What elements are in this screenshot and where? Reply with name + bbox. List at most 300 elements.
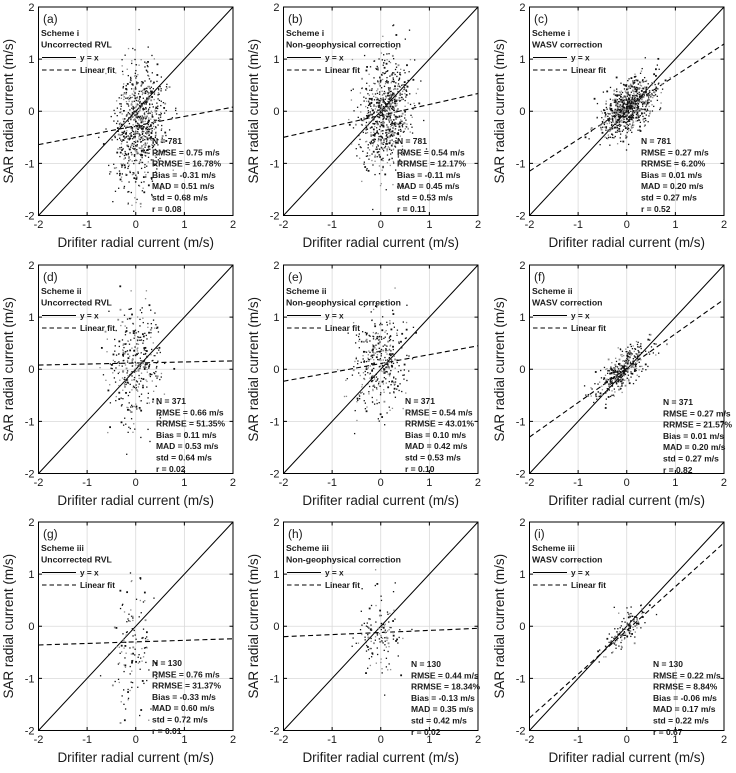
data-point (616, 376, 617, 377)
data-point (372, 88, 373, 89)
data-point (124, 377, 125, 378)
data-point (160, 114, 161, 115)
data-point (149, 134, 150, 135)
data-point (618, 111, 619, 112)
data-point (139, 98, 140, 99)
data-point (369, 98, 371, 100)
data-point (625, 122, 626, 123)
data-point (143, 366, 145, 368)
data-point (353, 366, 354, 367)
data-point (647, 110, 648, 111)
data-point (380, 126, 381, 127)
data-point (386, 349, 387, 350)
data-point (391, 108, 392, 109)
stats-line: r = 0.02 (155, 463, 186, 474)
data-point (146, 366, 147, 367)
data-point (132, 618, 133, 619)
data-point (348, 119, 349, 120)
x-tick-label: -2 (278, 476, 289, 489)
data-point (609, 127, 610, 128)
data-point (613, 94, 614, 95)
data-point (352, 59, 353, 60)
data-point (156, 385, 157, 386)
data-point (383, 54, 384, 55)
data-point (605, 101, 606, 102)
data-point (359, 398, 360, 399)
data-point (143, 602, 144, 603)
data-point (366, 366, 367, 367)
data-point (622, 107, 623, 108)
data-point (378, 384, 379, 385)
data-point (370, 377, 371, 378)
legend-identity-label: y = x (570, 310, 590, 321)
data-point (365, 340, 367, 342)
data-point (623, 618, 624, 619)
data-point (371, 605, 372, 606)
data-point (143, 151, 144, 152)
data-point (393, 72, 394, 73)
data-point (116, 123, 117, 124)
data-point (136, 370, 137, 371)
data-point (131, 347, 132, 348)
data-point (136, 408, 137, 409)
data-point (614, 117, 616, 119)
data-point (607, 113, 608, 114)
data-point (120, 722, 122, 724)
data-point (605, 398, 606, 399)
data-point (385, 143, 386, 144)
panel-letter: (d) (42, 269, 58, 284)
data-point (130, 621, 131, 622)
data-point (646, 104, 647, 105)
data-point (628, 378, 629, 379)
data-point (383, 359, 384, 360)
data-point (412, 358, 413, 359)
data-point (351, 99, 352, 100)
correction-label: WASV correction (531, 297, 603, 308)
data-point (395, 74, 396, 75)
data-point (617, 119, 618, 120)
data-point (365, 642, 366, 643)
data-point (387, 412, 388, 413)
legend-fit-label: Linear fit (79, 322, 115, 333)
data-point (135, 361, 136, 362)
data-point (403, 132, 404, 133)
data-point (125, 364, 126, 365)
data-point (607, 372, 608, 373)
data-point (144, 167, 145, 168)
x-tick-label: 1 (181, 218, 188, 231)
data-point (611, 382, 613, 384)
data-point (387, 139, 388, 140)
stats-line: Bias = 0.01 m/s (662, 430, 724, 441)
data-point (384, 377, 385, 378)
data-point (136, 177, 137, 178)
data-point (637, 87, 638, 88)
data-point (133, 138, 134, 139)
data-point (606, 638, 608, 640)
data-point (614, 628, 615, 629)
data-point (368, 170, 370, 172)
data-point (374, 123, 375, 124)
data-point (628, 382, 630, 384)
data-point (146, 136, 147, 137)
data-point (616, 88, 617, 89)
data-point (380, 358, 381, 359)
data-point (390, 632, 391, 633)
data-point (110, 367, 111, 368)
data-point (404, 122, 406, 124)
data-point (651, 85, 652, 86)
data-point (377, 388, 378, 389)
data-point (347, 378, 348, 379)
data-point (370, 340, 371, 341)
data-point (384, 695, 385, 696)
data-point (377, 131, 378, 132)
data-point (146, 111, 147, 112)
data-point (370, 143, 371, 144)
data-point (149, 149, 150, 150)
data-point (415, 332, 417, 334)
data-point (155, 107, 157, 109)
data-point (623, 101, 624, 102)
stats-line: r = 0.67 (652, 727, 683, 738)
data-point (137, 316, 138, 317)
data-point (656, 96, 657, 97)
data-point (129, 148, 131, 150)
data-point (145, 155, 146, 156)
scatter-points (584, 334, 668, 409)
data-point (655, 90, 657, 92)
data-point (154, 91, 155, 92)
data-point (143, 176, 145, 178)
data-point (391, 119, 393, 121)
data-point (151, 111, 152, 112)
data-point (161, 101, 162, 102)
x-tick-label: -1 (572, 476, 583, 489)
data-point (377, 121, 378, 122)
data-point (118, 398, 120, 400)
data-point (626, 625, 627, 626)
data-point (136, 387, 137, 388)
data-point (143, 335, 145, 337)
data-point (624, 622, 625, 623)
scheme-label: Scheme i (40, 27, 80, 38)
data-point (643, 612, 644, 613)
data-point (605, 121, 606, 122)
data-point (393, 340, 394, 341)
data-point (410, 124, 411, 125)
data-point (621, 131, 622, 132)
data-point (645, 120, 646, 121)
data-point (127, 83, 129, 85)
data-point (645, 110, 646, 111)
data-point (395, 117, 396, 118)
data-point (390, 354, 392, 356)
data-point (387, 162, 388, 163)
data-point (385, 632, 386, 633)
data-point (390, 669, 391, 670)
data-point (618, 106, 619, 107)
data-point (136, 81, 137, 82)
data-point (387, 350, 388, 351)
data-point (147, 371, 148, 372)
data-point (122, 605, 123, 606)
data-point (118, 664, 119, 665)
data-point (625, 104, 626, 105)
data-point (132, 620, 133, 621)
data-point (150, 329, 152, 331)
data-point (603, 378, 604, 379)
x-tick-label: 2 (475, 734, 482, 747)
data-point (383, 643, 384, 644)
data-point (108, 165, 109, 166)
data-point (135, 364, 136, 365)
data-point (359, 333, 360, 334)
data-point (142, 307, 143, 308)
data-point (393, 58, 394, 59)
data-point (620, 133, 621, 134)
data-point (127, 353, 128, 354)
data-point (132, 628, 133, 629)
data-point (390, 392, 391, 393)
data-point (141, 312, 142, 313)
scheme-label: Scheme i (531, 27, 570, 38)
data-point (142, 108, 143, 109)
data-point (390, 339, 391, 340)
data-point (395, 69, 396, 70)
data-point (161, 113, 162, 114)
data-point (150, 336, 151, 337)
data-point (388, 98, 389, 99)
data-point (632, 627, 633, 628)
data-point (617, 113, 618, 114)
data-point (637, 130, 638, 131)
data-point (638, 351, 639, 352)
data-point (630, 101, 631, 102)
data-point (393, 81, 395, 83)
data-point (630, 103, 631, 104)
data-point (607, 379, 608, 380)
data-point (623, 355, 624, 356)
data-point (125, 133, 127, 135)
data-point (121, 166, 122, 167)
data-point (368, 637, 370, 639)
data-point (659, 109, 660, 110)
data-point (150, 375, 151, 376)
data-point (391, 370, 392, 371)
data-point (159, 114, 160, 115)
data-point (409, 71, 410, 72)
data-point (136, 380, 137, 381)
data-point (396, 96, 397, 97)
data-point (381, 143, 383, 145)
data-point (128, 426, 129, 427)
x-tick-label: -2 (33, 734, 44, 747)
data-point (386, 138, 387, 139)
data-point (134, 119, 135, 120)
data-point (407, 123, 408, 124)
data-point (148, 117, 149, 118)
data-point (606, 381, 608, 383)
data-point (636, 98, 637, 99)
data-point (131, 313, 133, 315)
data-point (630, 361, 631, 362)
data-point (632, 629, 633, 630)
data-point (121, 404, 122, 405)
data-point (148, 670, 149, 671)
data-point (628, 352, 629, 353)
data-point (158, 331, 159, 332)
stats-line: RRMSE = 43.01% (405, 418, 475, 429)
data-point (139, 105, 140, 106)
panel-f (491, 258, 736, 516)
data-point (613, 395, 614, 396)
legend-identity-label: y = x (325, 310, 344, 321)
data-point (369, 628, 370, 629)
data-point (606, 109, 607, 110)
data-point (361, 611, 362, 612)
data-point (354, 110, 355, 111)
data-point (369, 85, 370, 86)
data-point (133, 423, 134, 424)
data-point (351, 90, 352, 91)
correction-label: Uncorrected RVL (40, 554, 112, 565)
data-point (130, 410, 131, 411)
data-point (602, 393, 603, 394)
data-point (355, 124, 357, 126)
data-point (142, 119, 143, 120)
data-point (632, 120, 633, 121)
data-point (373, 352, 374, 353)
data-point (661, 83, 663, 85)
data-point (124, 118, 125, 119)
data-point (611, 362, 612, 363)
data-point (134, 111, 135, 112)
data-point (125, 331, 126, 332)
x-tick-label: -1 (82, 476, 93, 489)
data-point (381, 637, 382, 638)
data-point (157, 94, 158, 95)
data-point (364, 55, 365, 56)
data-point (375, 174, 376, 175)
data-point (642, 82, 643, 83)
data-point (639, 81, 640, 82)
data-point (386, 96, 387, 97)
data-point (393, 79, 394, 80)
data-point (650, 94, 651, 95)
data-point (134, 371, 135, 372)
data-point (381, 87, 382, 88)
data-point (649, 334, 651, 336)
y-tick-label: -2 (515, 210, 526, 223)
data-point (386, 647, 387, 648)
data-point (400, 383, 401, 384)
y-tick-label: -2 (270, 468, 280, 481)
data-point (131, 63, 132, 64)
data-point (397, 72, 398, 73)
scatter-plot (0, 0, 245, 258)
data-point (620, 91, 621, 92)
data-point (134, 126, 135, 127)
data-point (139, 318, 140, 319)
data-point (642, 368, 643, 369)
data-point (130, 78, 131, 79)
data-point (119, 345, 120, 346)
data-point (620, 626, 621, 627)
data-point (126, 93, 127, 94)
data-point (648, 98, 649, 99)
x-tick-label: -2 (278, 734, 289, 747)
data-point (620, 380, 621, 381)
data-point (129, 95, 130, 96)
data-point (164, 103, 166, 105)
data-point (380, 385, 381, 386)
data-point (372, 375, 373, 376)
data-point (619, 92, 620, 93)
data-point (624, 116, 625, 117)
data-point (124, 386, 126, 388)
data-point (132, 174, 133, 175)
data-point (627, 612, 628, 613)
data-point (124, 167, 125, 168)
data-point (141, 168, 142, 169)
data-point (135, 73, 136, 74)
data-point (355, 360, 356, 361)
data-point (127, 104, 128, 105)
data-point (150, 125, 152, 127)
stats-line: Bias = -0.33 m/s (151, 692, 216, 703)
data-point (626, 124, 627, 125)
data-point (381, 74, 382, 75)
data-point (130, 114, 131, 115)
data-point (133, 149, 134, 150)
data-point (123, 163, 124, 164)
data-point (389, 137, 390, 138)
data-point (131, 101, 133, 103)
data-point (390, 76, 391, 77)
data-point (161, 376, 162, 377)
data-point (640, 605, 641, 606)
data-point (148, 92, 149, 93)
x-tick-label: 2 (720, 476, 727, 489)
legend-identity-label: y = x (79, 52, 99, 63)
data-point (139, 91, 140, 92)
data-point (156, 74, 158, 76)
data-point (404, 117, 405, 118)
data-point (138, 363, 139, 364)
data-point (377, 635, 378, 636)
data-point (639, 126, 641, 128)
data-point (628, 353, 629, 354)
legend-identity-label: y = x (79, 310, 99, 321)
data-point (123, 121, 124, 122)
data-point (654, 92, 655, 93)
data-point (599, 144, 600, 145)
data-point (412, 127, 413, 128)
data-point (115, 191, 116, 192)
data-point (142, 90, 143, 91)
data-point (399, 115, 401, 117)
data-point (393, 376, 394, 377)
data-point (625, 635, 626, 636)
data-point (641, 90, 643, 92)
data-point (641, 113, 642, 114)
stats-line: N = 371 (405, 395, 436, 406)
data-point (131, 389, 132, 390)
data-point (389, 627, 390, 628)
data-point (140, 91, 141, 92)
